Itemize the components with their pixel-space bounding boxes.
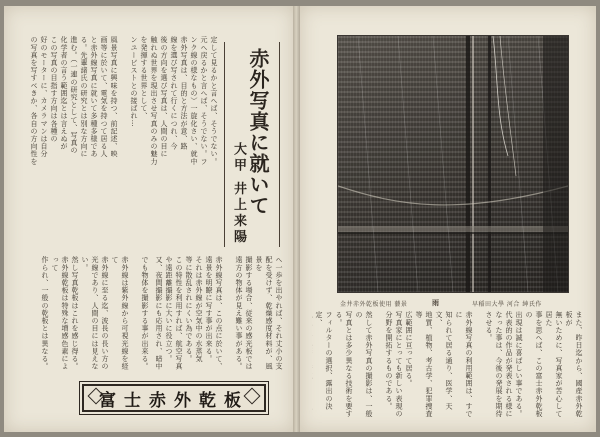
photo-caption-source: 金井赤外乾板使用 藝景 xyxy=(340,301,408,308)
text-columns-middle-lower: へ一歩を出やれば、それ丈小の支 配を受けず、乾燥感度材料が、風景を 撮影する場合、従来の感光板では 遠方の物体が見え難い事がある。 赤外線写真は、この点に於いて、 遠景を明瞭に写す事が出来る。 それは赤外線が空気中の水蒸気 等に散乱されにくい為である。 この特性を利用すれば、航空写真 や遠距離撮影に大いに役立つ。 又、夜間撮影にも応用され、暗中 xyxy=(155,256,283,370)
photo-detail-graphic xyxy=(338,36,568,292)
text-columns-lower-left: でも物体を撮影する事が出来る。 赤外線は紫外線から可視光線を経て 赤外線に至る迄、波長の長い方の 光線であり、人間の目には見えない。 然し写真乾板はこれを感じ得る。 赤外線乾板は特殊な増感色素によって 作られ、一般の乾板とは異なる。 xyxy=(41,256,149,370)
article-title-block xyxy=(224,42,280,247)
text-columns-right-page: また、昨日迄から、國産赤外乾板が 無いために、写真家が苦心して居た 事を思へば、この富士赤外乾板の 出現は誠に喜ばしい事である。 代表的の作品が発表される様に なった事は、今後の発展を期待させる。 赤外線写真の利用範囲は、すでに 知られて居る通り、医学、天文、 地質、植物、考古学、犯罪捜査等 広範囲に亘って居る。 写真家にとっても新しい表現の 分野を開拓するものである。 然して赤外写真の撮影は、一般の 写真とは多少異なる技術を要する。 フィルターの選択、露出の決定、 xyxy=(315,311,583,418)
right-page xyxy=(300,6,596,432)
rain-photograph xyxy=(337,35,569,293)
ad-text: 富士赤外乾板 xyxy=(99,390,249,411)
article-author: 大甲 井上来陽 xyxy=(231,142,246,246)
fuji-infrared-plate-ad xyxy=(82,384,266,412)
photo-caption-author: 早稲田大學 河合 紳氏作 xyxy=(472,301,542,308)
text-columns-upper: 定して見るかと言へば、そうでない。 元へ戻るかと言へば、そうでない。フ ンク線の様なもの）一旋化さい、就中 赤外写真は、目的と方法が意、路 線を選び写されて行くにつれ、今 後の方向を選び写真は、人間の目に 触れぬ世界を現出させ写真のみの魅力 を発揮する世界として、 ンユービストとの接ばれ… 風景写真に興味を持つ、前記述、映 画等に於いて、電気を持つて居る人 と赤外線写真に就いて多種多様であ る。先輩諸氏の研究とは別な方向に 進む。（一連の研究として、写真の 化学者の言う範囲迄とは言えぬが この写真の目指す方向は各種の 好のモーターに、カメラマンは自分 の写真を写すべきか、各自の方向性を xyxy=(30,36,218,166)
article-title: 赤外写真に就いて xyxy=(246,48,270,216)
photo-caption-title: 雨 xyxy=(432,298,440,307)
left-page xyxy=(4,6,294,432)
